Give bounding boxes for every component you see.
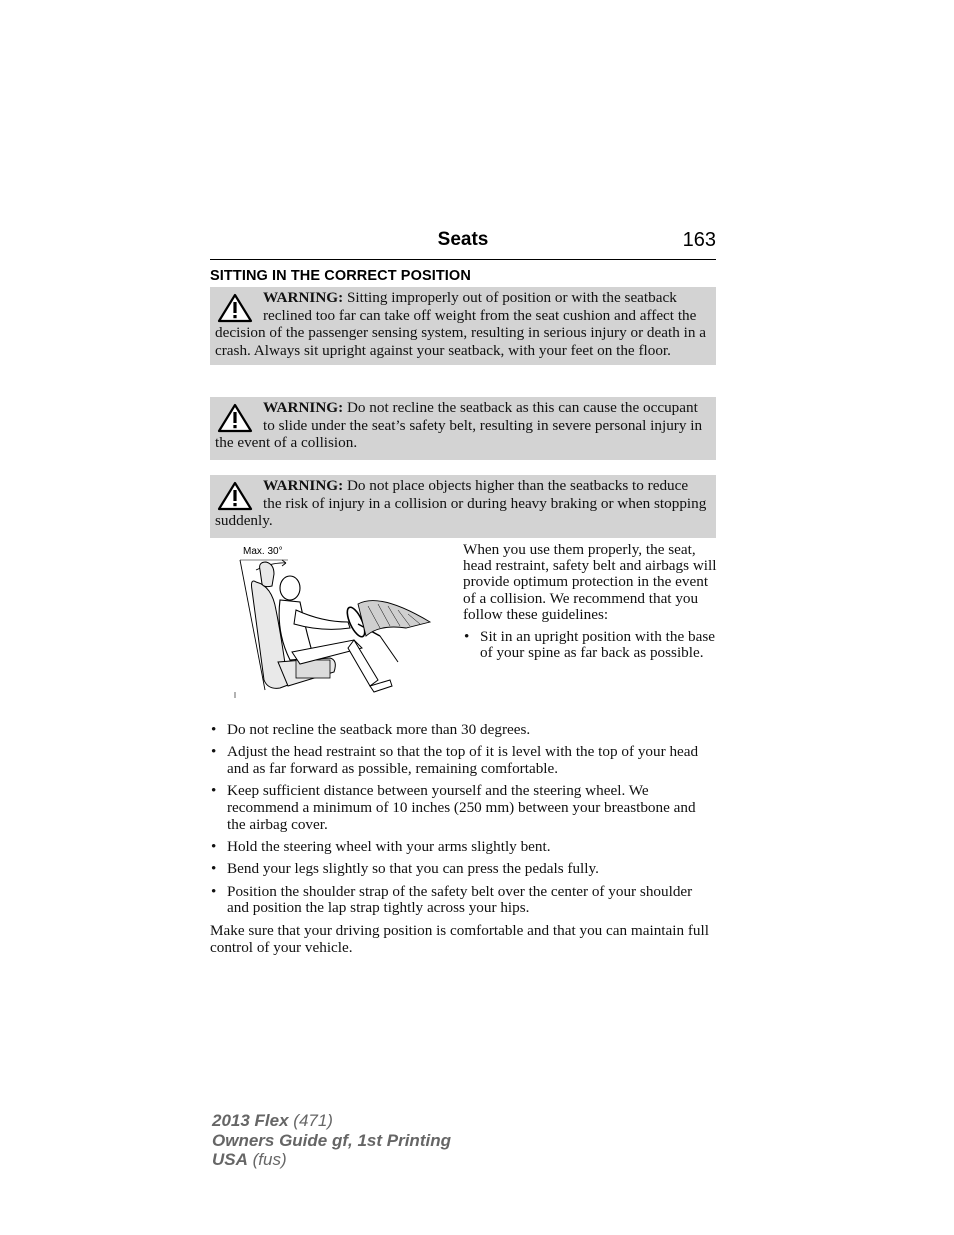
footer-model: 2013 Flex	[212, 1111, 289, 1130]
page-number: 163	[682, 229, 716, 251]
footer-line-1	[212, 1111, 451, 1131]
warning-triangle-icon	[217, 403, 253, 433]
warning-text: Sitting improperly out of position or with the seatback reclined too far can take off weight from the seat cushion and affect the decision of the passenger sensing system, resulting in serious injury or death in a crash. Always sit upright against your seatback, with your feet on the floor.	[215, 289, 706, 359]
warning-box-3	[210, 475, 716, 538]
footer-market: USA	[212, 1150, 248, 1169]
warning-box-1	[210, 287, 716, 365]
right-column	[463, 542, 721, 661]
warning-label: WARNING:	[263, 477, 344, 494]
warning-label: WARNING:	[263, 399, 344, 416]
warning-label: WARNING:	[263, 289, 344, 306]
footer-edition: Owners Guide gf, 1st Printing	[212, 1130, 451, 1150]
warning-text: Do not place objects higher than the seatbacks to reduce the risk of injury in a collision or during heavy braking or when stopping suddenly.	[215, 477, 707, 530]
list-item: • Position the shoulder strap of the safety belt over the center of your shoulder and position the lap strap tightly across your hips.	[210, 884, 716, 917]
closing-paragraph: Make sure that your driving position is comfortable and that you can maintain full control of your vehicle.	[210, 922, 709, 956]
intro-paragraph: When you use them properly, the seat, head restraint, safety belt and airbags will provide optimum protection in the event of a collision. We recommend that you follow these guidelines:	[463, 541, 717, 623]
section-title: Seats	[437, 229, 489, 250]
angle-label: Max. 30°	[243, 546, 283, 557]
warning-text: Do not recline the seatback as this can cause the occupant to slide under the seat’s safety belt, resulting in severe personal injury in the event of a collision.	[215, 399, 703, 452]
page-footer	[212, 1111, 451, 1170]
list-item: • Bend your legs slightly so that you can press the pedals fully.	[210, 861, 716, 878]
list-item: • Keep sufficient distance between yourself and the steering wheel. We recommend a minimum of 10 inches (250 mm) between your breastbone and the airbag cover.	[210, 783, 716, 833]
footer-line-2	[212, 1131, 451, 1151]
seating-position-illustration	[230, 540, 435, 700]
warning-triangle-icon	[217, 293, 253, 323]
list-item: • Adjust the head restraint so that the top of it is level with the top of your head and as far forward as possible, remaining comfortable.	[210, 744, 716, 777]
footer-market-code: (fus)	[247, 1150, 287, 1169]
footer-model-code: (471)	[288, 1111, 333, 1130]
list-item: • Sit in an upright position with the base of your spine as far back as possible.	[463, 629, 721, 661]
subheading: SITTING IN THE CORRECT POSITION	[210, 268, 471, 284]
page-header	[210, 229, 716, 260]
warning-box-2	[210, 397, 716, 460]
warning-triangle-icon	[217, 481, 253, 511]
guideline-list-top	[463, 629, 721, 661]
list-item: • Hold the steering wheel with your arms slightly bent.	[210, 839, 716, 856]
guideline-list	[210, 722, 716, 923]
footer-line-3	[212, 1150, 451, 1170]
list-item: • Do not recline the seatback more than 30 degrees.	[210, 722, 716, 739]
